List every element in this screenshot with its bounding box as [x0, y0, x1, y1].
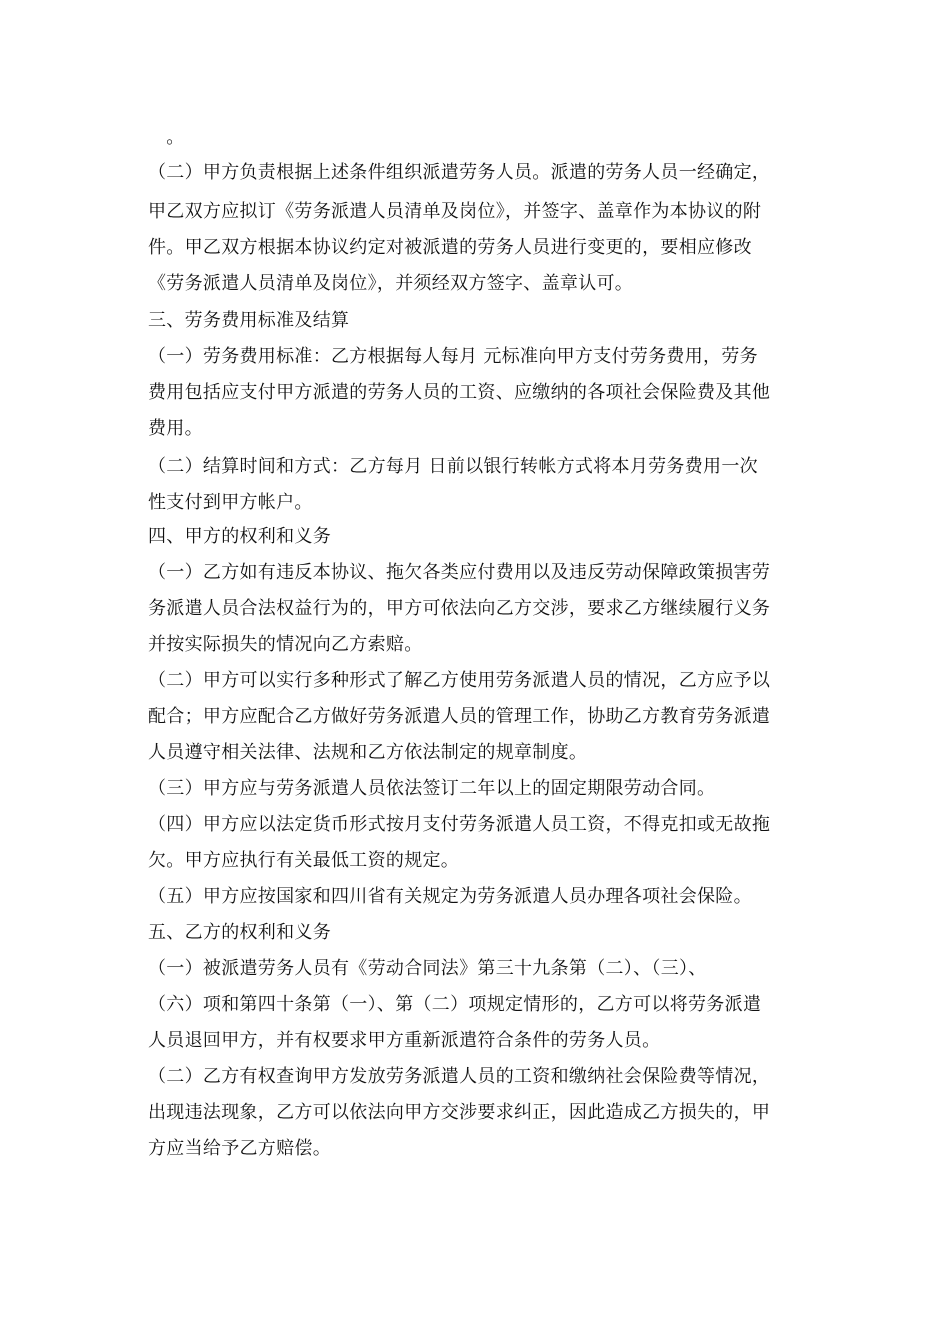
text-line: 甲乙双方应拟订《劳务派遣人员清单及岗位》，并签字、盖章作为本协议的附 [148, 201, 762, 222]
text-line: 务派遣人员合法权益行为的，甲方可依法向乙方交涉，要求乙方继续履行义务 [148, 598, 771, 619]
text-line: 。 [148, 127, 185, 148]
text-line: 费用。 [148, 418, 203, 439]
text-line: 件。甲乙双方根据本协议约定对被派遣的劳务人员进行变更的，要相应修改 [148, 237, 752, 258]
text-line: （一）乙方如有违反本协议、拖欠各类应付费用以及违反劳动保障政策损害劳 [148, 562, 771, 583]
text-line: 配合；甲方应配合乙方做好劳务派遣人员的管理工作，协助乙方教育劳务派遣 [148, 706, 771, 727]
text-line: （二）结算时间和方式：乙方每月 日前以银行转帐方式将本月劳务费用一次 [148, 456, 758, 477]
text-line: （三）甲方应与劳务派遣人员依法签订二年以上的固定期限劳动合同。 [148, 778, 716, 799]
section-heading: 五、乙方的权利和义务 [148, 922, 331, 943]
text-line: 费用包括应支付甲方派遣的劳务人员的工资、应缴纳的各项社会保险费及其他 [148, 382, 771, 403]
text-line: （一）劳务费用标准：乙方根据每人每月 元标准向甲方支付劳务费用，劳务 [148, 346, 758, 367]
text-line: 欠。甲方应执行有关最低工资的规定。 [148, 850, 460, 871]
text-line: 性支付到甲方帐户。 [148, 492, 313, 513]
text-line: （二）甲方负责根据上述条件组织派遣劳务人员。派遣的劳务人员一经确定， [148, 162, 771, 183]
text-line: 出现违法现象，乙方可以依法向甲方交涉要求纠正，因此造成乙方损失的，甲 [148, 1102, 771, 1123]
text-line: （二）乙方有权查询甲方发放劳务派遣人员的工资和缴纳社会保险费等情况， [148, 1066, 771, 1087]
text-line: （二）甲方可以实行多种形式了解乙方使用劳务派遣人员的情况，乙方应予以 [148, 670, 771, 691]
section-heading: 四、甲方的权利和义务 [148, 526, 331, 547]
text-line: 并按实际损失的情况向乙方索赔。 [148, 634, 423, 655]
text-line: 人员遵守相关法律、法规和乙方依法制定的规章制度。 [148, 742, 588, 763]
text-line: （四）甲方应以法定货币形式按月支付劳务派遣人员工资，不得克扣或无故拖 [148, 814, 771, 835]
text-line: 人员退回甲方，并有权要求甲方重新派遣符合条件的劳务人员。 [148, 1030, 661, 1051]
text-line: （一）被派遣劳务人员有《劳动合同法》第三十九条第（二）、（三）、 [148, 958, 707, 979]
text-line: （五）甲方应按国家和四川省有关规定为劳务派遣人员办理各项社会保险。 [148, 886, 752, 907]
section-heading: 三、劳务费用标准及结算 [148, 310, 350, 331]
text-line: 《劳务派遣人员清单及岗位》，并须经双方签字、盖章认可。 [148, 273, 634, 294]
text-line: 方应当给予乙方赔偿。 [148, 1138, 331, 1159]
text-line: （六）项和第四十条第（一）、第（二）项规定情形的，乙方可以将劳务派遣 [148, 994, 762, 1015]
